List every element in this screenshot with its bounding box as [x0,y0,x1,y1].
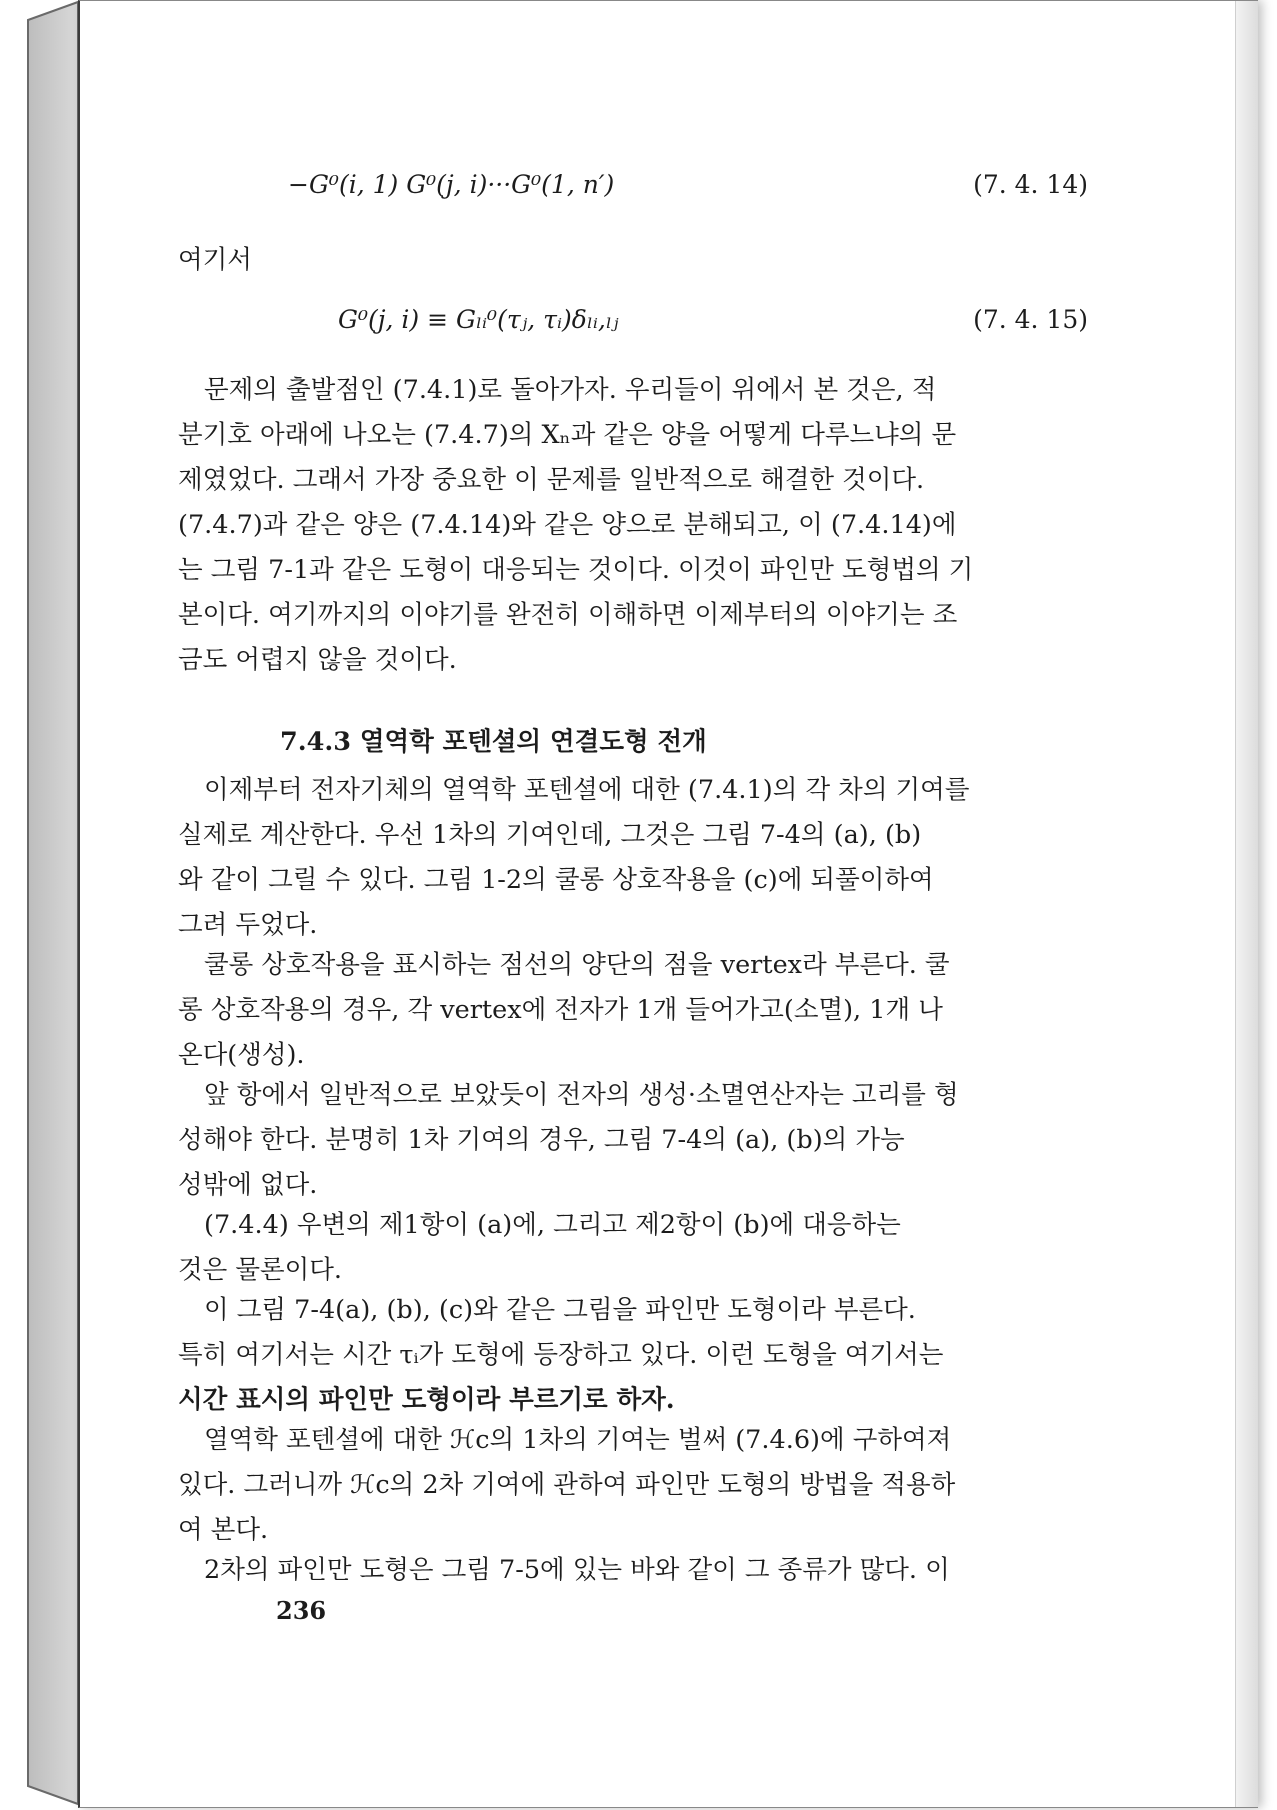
paragraph-line: 성밖에 없다. [178,1170,318,1200]
paragraph-line: 이 그림 7-4(a), (b), (c)와 같은 그림을 파인만 도형이라 부른다. [204,1295,916,1325]
paragraph-line: 문제의 출발점인 (7.4.1)로 돌아가자. 우리들이 위에서 본 것은, 적 [204,375,937,405]
paragraph-line: 쿨롱 상호작용을 표시하는 점선의 양단의 점을 vertex라 부른다. 쿨 [204,950,950,980]
paragraph-line: 는 그림 7-1과 같은 도형이 대응되는 것이다. 이것이 파인만 도형법의 기 [178,555,974,585]
page-right-edge [1235,1,1258,1807]
paragraph-line: 특히 여기서는 시간 τᵢ가 도형에 등장하고 있다. 이런 도형을 여기서는 [178,1340,944,1370]
paragraph-line: 금도 어렵지 않을 것이다. [178,645,457,675]
paragraph-line: 열역학 포텐셜에 대한 ℋc의 1차의 기여는 벌써 (7.4.6)에 구하여져 [204,1425,952,1455]
section-heading: 7.4.3 열역학 포텐셜의 연결도형 전개 [280,727,707,757]
paragraph-line: 제였었다. 그래서 가장 중요한 이 문제를 일반적으로 해결한 것이다. [178,465,925,495]
paragraph-line: 앞 항에서 일반적으로 보았듯이 전자의 생성·소멸연산자는 고리를 형 [204,1080,959,1110]
equation-expression: G⁰(j, i) ≡ Gₗᵢ⁰(τⱼ, τᵢ)δₗᵢ,ₗⱼ [338,305,619,334]
book-spine-shading [0,0,78,1806]
paragraph-line: 시간 표시의 파인만 도형이라 부르기로 하자. [178,1385,675,1415]
equation-expression: −G⁰(i, 1) G⁰(j, i)···G⁰(1, n′) [288,170,615,199]
paragraph-line: 본이다. 여기까지의 이야기를 완전히 이해하면 이제부터의 이야기는 조 [178,600,958,630]
paragraph-line: 이제부터 전자기체의 열역학 포텐셜에 대한 (7.4.1)의 각 차의 기여를 [204,775,970,805]
paragraph-line: 온다(생성). [178,1040,305,1070]
paragraph-line: (7.4.7)과 같은 양은 (7.4.14)와 같은 양으로 분해되고, 이 (7.4.14)에 [178,510,957,540]
equation-number: (7. 4. 15) [973,305,1088,334]
page-number: 236 [276,1596,327,1625]
paragraph-line: 2차의 파인만 도형은 그림 7-5에 있는 바와 같이 그 종류가 많다. 이 [204,1555,950,1585]
book-spine [0,0,78,1806]
paragraph-line: 성해야 한다. 분명히 1차 기여의 경우, 그림 7-4의 (a), (b)의 가능 [178,1125,905,1155]
paragraph-line: 있다. 그러니까 ℋc의 2차 기여에 관하여 파인만 도형의 방법을 적용하 [178,1470,956,1500]
paragraph-line: 것은 물론이다. [178,1255,343,1285]
equation-number: (7. 4. 14) [973,170,1088,199]
paragraph-line: 그려 두었다. [178,910,318,940]
paragraph-line: 와 같이 그릴 수 있다. 그림 1-2의 쿨롱 상호작용을 (c)에 되풀이하여 [178,865,934,895]
intro-word: 여기서 [178,245,252,275]
paragraph-line: 롱 상호작용의 경우, 각 vertex에 전자가 1개 들어가고(소멸), 1개 나 [178,995,943,1025]
paragraph-line: 분기호 아래에 나오는 (7.4.7)의 Xₙ과 같은 양을 어떻게 다루느냐의 문 [178,420,957,450]
paragraph-line: (7.4.4) 우변의 제1항이 (a)에, 그리고 제2항이 (b)에 대응하는 [204,1210,901,1240]
paragraph-line: 실제로 계산한다. 우선 1차의 기여인데, 그것은 그림 7-4의 (a), (b) [178,820,922,850]
paragraph-line: 여 본다. [178,1515,269,1545]
